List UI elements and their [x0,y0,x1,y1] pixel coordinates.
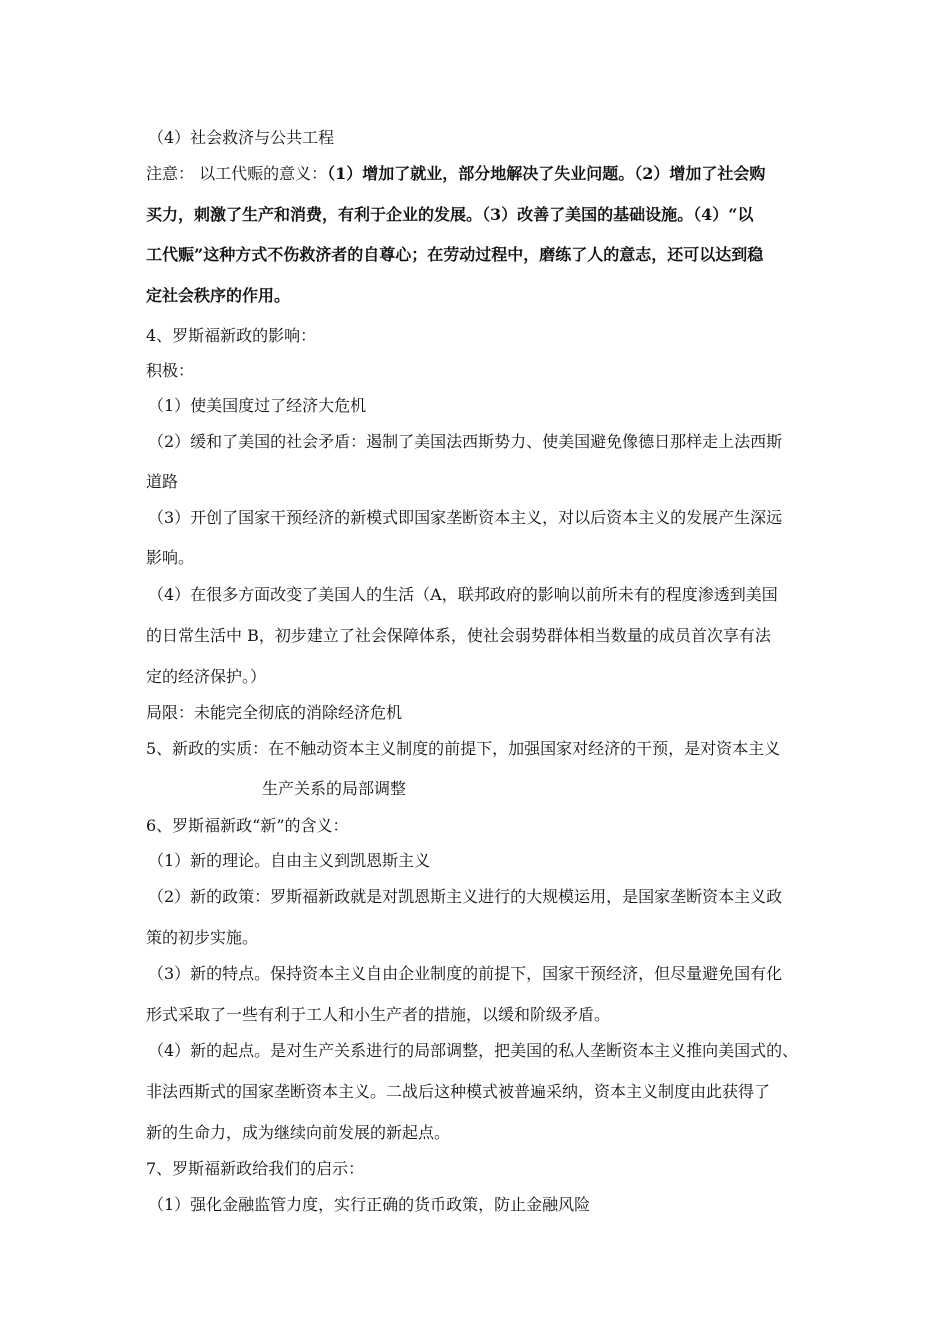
section-heading-lessons: 7、罗斯福新政给我们的启示： [146,1159,365,1178]
heading-relief-public-works: （4）社会救济与公共工程 [148,128,335,147]
text-line: （1）新的理论。自由主义到凯恩斯主义 [148,851,431,870]
text-line: 新的生命力，成为继续向前发展的新起点。 [146,1123,451,1142]
text-line: 形式采取了一些有利于工人和小生产者的措施，以缓和阶级矛盾。 [146,1005,611,1024]
note-bold-text: （1）增加了就业，部分地解决了失业问题。（2）增加了社会购 [327,164,766,183]
note-line [146,164,765,184]
text-line: （3）开创了国家干预经济的新模式即国家垄断资本主义，对以后资本主义的发展产生深远 [148,508,783,527]
text-line: （1）强化金融监管力度，实行正确的货币政策，防止金融风险 [148,1195,591,1214]
text-line: （3）新的特点。保持资本主义自由企业制度的前提下，国家干预经济，但尽量避免国有化 [148,964,783,983]
text-line: 定的经济保护。） [146,667,267,686]
text-line: （4）在很多方面改变了美国人的生活（A，联邦政府的影响以前所未有的程度渗透到美国 [148,585,778,604]
section-heading-new-meaning: 6、罗斯福新政“新”的含义： [146,816,349,835]
text-line: （2）新的政策：罗斯福新政就是对凯恩斯主义进行的大规模运用，是国家垄断资本主义政 [148,887,783,906]
text-line: 非法西斯式的国家垄断资本主义。二战后这种模式被普遍采纳，资本主义制度由此获得了 [146,1082,771,1101]
text-line: 策的初步实施。 [146,928,259,947]
limitation-line: 局限：未能完全彻底的消除经济危机 [146,703,403,722]
subheading-positive: 积极： [146,361,195,380]
text-line: 的日常生活中 B，初步建立了社会保障体系，使社会弱势群体相当数量的成员首次享有法 [146,626,771,645]
text-line: 生产关系的局部调整 [262,779,407,798]
text-line: （2）缓和了美国的社会矛盾：遏制了美国法西斯势力、使美国避免像德日那样走上法西斯 [148,432,783,451]
text-line: 影响。 [146,548,195,567]
text-line: 道路 [146,472,179,491]
note-line: 买力，刺激了生产和消费，有利于企业的发展。（3）改善了美国的基础设施。（4）“以 [146,205,754,224]
section-heading-essence: 5、新政的实质：在不触动资本主义制度的前提下，加强国家对经济的干预，是对资本主义 [146,739,781,758]
note-line: 定社会秩序的作用。 [146,286,291,305]
section-heading-impact: 4、罗斯福新政的影响： [146,326,317,345]
text-line: （4）新的起点。是对生产关系进行的局部调整，把美国的私人垄断资本主义推向美国式的、 [148,1041,799,1060]
note-label: 注意： 以工代赈的意义： [146,164,328,183]
text-line: （1）使美国度过了经济大危机 [148,396,367,415]
note-line: 工代赈”这种方式不伤救济者的自尊心；在劳动过程中，磨练了人的意志，还可以达到稳 [146,245,764,264]
